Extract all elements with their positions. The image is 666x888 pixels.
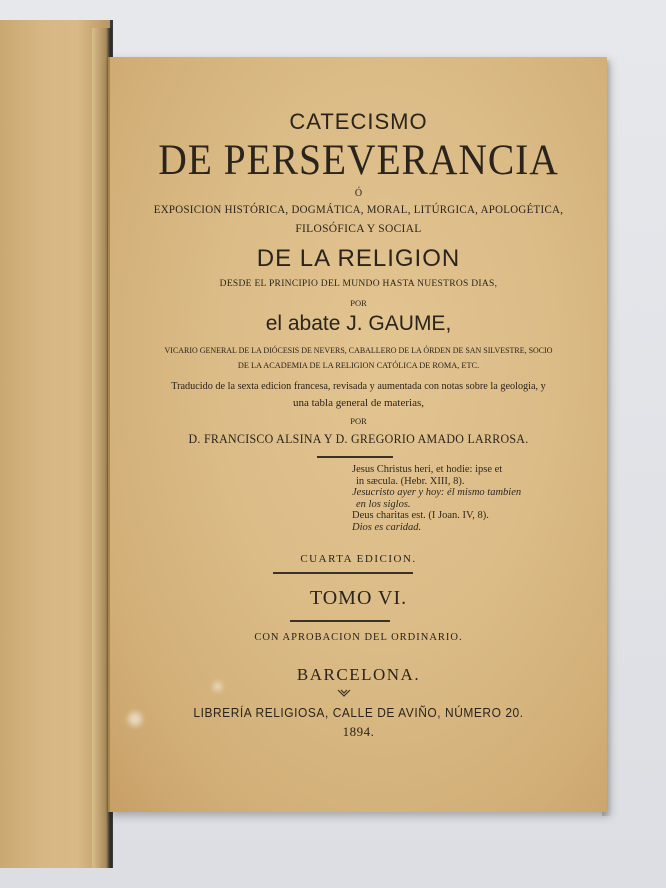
edition-label: CUARTA EDICION. xyxy=(300,553,417,565)
divider-rule xyxy=(317,456,393,458)
by-label-author: POR xyxy=(350,298,367,308)
paper-spot xyxy=(213,682,222,691)
volume-underline xyxy=(290,620,390,622)
translation-note-line-1: Traducido de la sexta edicion francesa, revisada y aumentada con notas sobre la geologia, y xyxy=(171,380,546,392)
city-label: BARCELONA. xyxy=(296,665,421,684)
epigraph-spanish-1-cont: en los siglos. xyxy=(356,498,411,510)
epigraph-latin-1-cont: in sæcula. (Hebr. XIII, 8). xyxy=(356,475,465,487)
title-conjunction: Ó xyxy=(354,188,363,199)
publisher-line: LIBRERÍA RELIGIOSA, CALLE DE AVIÑO, NÚMERO 20. xyxy=(193,705,524,720)
approval-line: CON APROBACION DEL ORDINARIO. xyxy=(254,632,463,643)
by-label-translators: POR xyxy=(350,416,367,426)
epigraph-latin-2: Deus charitas est. (I Joan. IV, 8). xyxy=(352,510,489,521)
epigraph-spanish-1: Jesucristo ayer y hoy: él mismo tambien xyxy=(352,487,522,498)
ornament-icon xyxy=(337,688,351,698)
author-role-line-1: VICARIO GENERAL DE LA DIÓCESIS DE NEVERS, CABALLERO DE LA ÓRDEN DE SAN SILVESTRE, SOCIO xyxy=(164,346,553,355)
paper-spot xyxy=(128,712,142,726)
translation-note-line-2: una tabla general de materias, xyxy=(292,397,425,409)
translators-names: D. FRANCISCO ALSINA Y D. GREGORIO AMADO LARROSA. xyxy=(188,431,529,446)
scope-line: DESDE EL PRINCIPIO DEL MUNDO HASTA NUESTROS DIAS, xyxy=(219,279,498,289)
publication-year: 1894. xyxy=(342,724,375,739)
title-line-religion: DE LA RELIGION xyxy=(256,245,461,272)
subtitle-line-2: FILOSÓFICA Y SOCIAL xyxy=(295,223,422,235)
epigraph-spanish-2: Dios es caridad. xyxy=(352,521,422,533)
epigraph-latin-1: Jesus Christus heri, et hodie: ipse et xyxy=(352,464,503,475)
volume-label: TOMO VI. xyxy=(309,587,408,609)
title-page xyxy=(108,57,607,812)
epigraph-quotes xyxy=(352,464,521,533)
subtitle-line-1: EXPOSICION HISTÓRICA, DOGMÁTICA, MORAL, LITÚRGICA, APOLOGÉTICA, xyxy=(153,204,564,216)
author-role-line-2: DE LA ACADEMIA DE LA RELIGION CATÓLICA DE ROMA, ETC. xyxy=(237,361,480,370)
author-name: el abate J. GAUME, xyxy=(265,312,452,335)
title-line-perseverancia: DE PERSEVERANCIA xyxy=(158,137,559,184)
edition-underline xyxy=(273,572,413,574)
title-line-catecismo: CATECISMO xyxy=(289,109,428,134)
